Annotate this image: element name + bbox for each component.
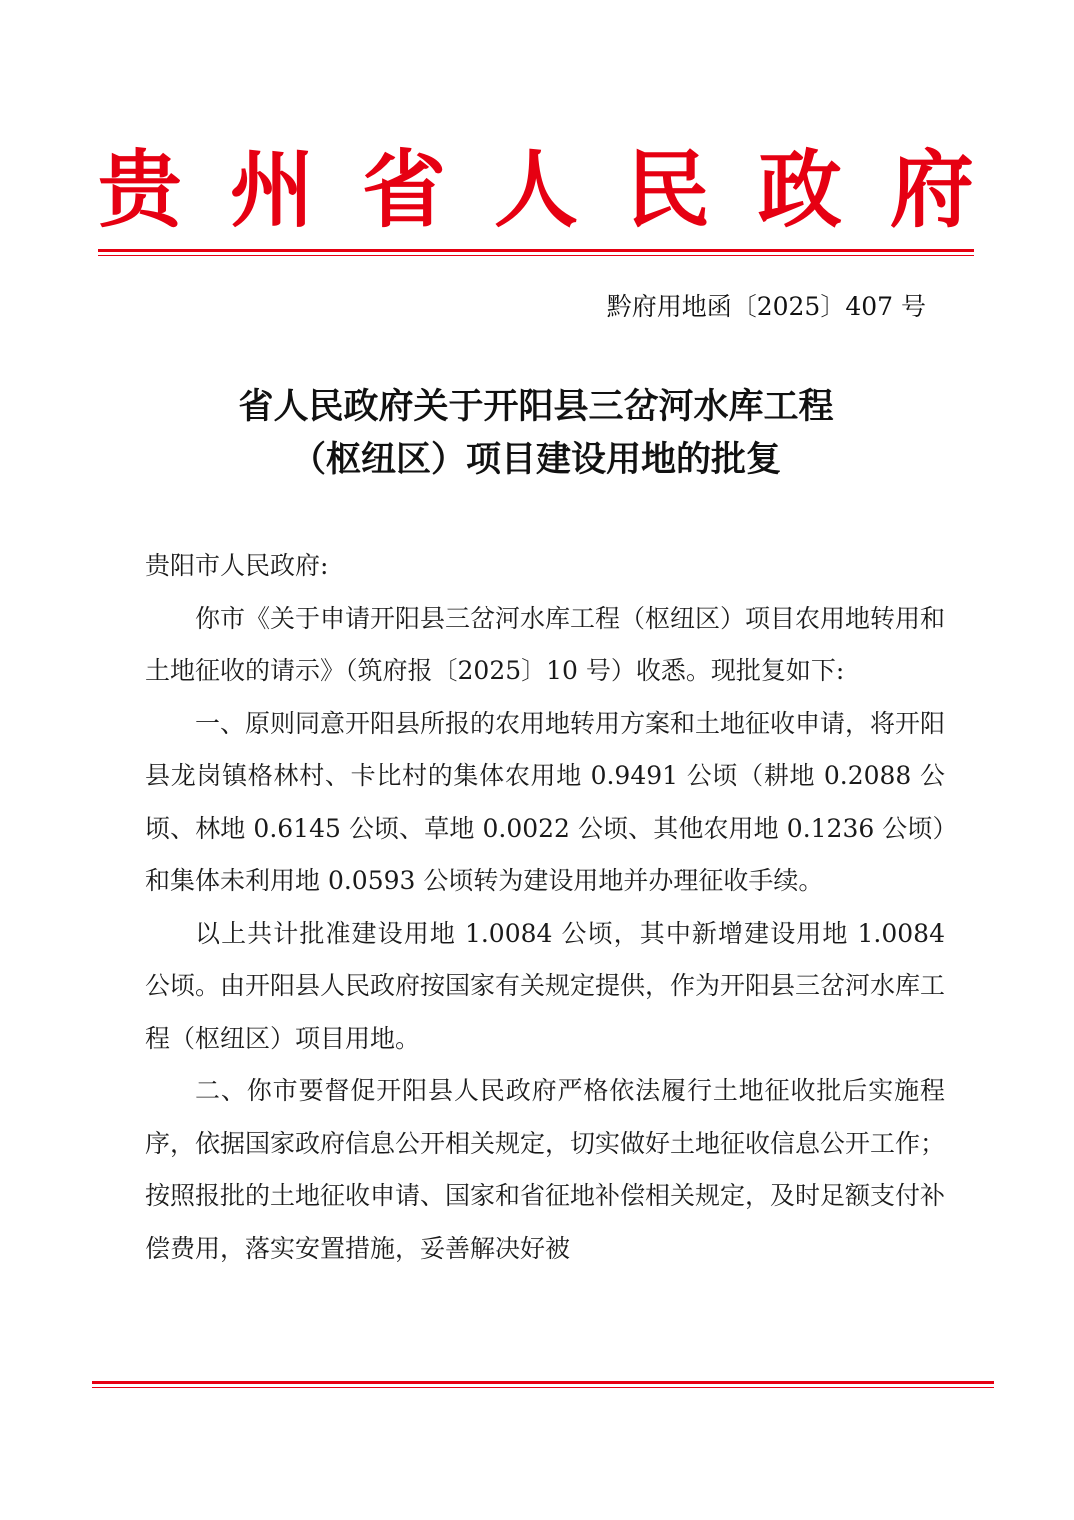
body-paragraph: 你市《关于申请开阳县三岔河水库工程（枢纽区）项目农用地转用和土地征收的请示》（筑府报〔2025〕10 号）收悉。现批复如下: <box>145 603 946 685</box>
document-title <box>98 380 974 486</box>
body-paragraph: 二、你市要督促开阳县人民政府严格依法履行土地征收批后实施程序，依据国家政府信息公开相关规定，切实做好土地征收信息公开工作；按照报批的土地征收申请、国家和省征地补偿相关规定，及时足额支付补偿费用，落实安置措施，妥善解决好被 <box>145 1076 946 1263</box>
document-number: 黔府用地函〔2025〕407 号 <box>606 292 926 321</box>
header-red-rule <box>98 249 974 252</box>
masthead-char: 政 <box>757 140 842 239</box>
footer-red-rule <box>92 1381 994 1384</box>
header-red-rule-thin <box>98 255 974 256</box>
salutation: 贵阳市人民政府: <box>145 551 329 580</box>
masthead-char: 人 <box>493 140 578 239</box>
document-body <box>145 540 945 1275</box>
masthead-char: 贵 <box>98 140 183 239</box>
masthead-char: 州 <box>229 140 314 239</box>
body-paragraph: 以上共计批准建设用地 1.0084 公顷，其中新增建设用地 1.0084 公顷。由开阳县人民政府按国家有关规定提供，作为开阳县三岔河水库工程（枢纽区）项目用地。 <box>145 918 946 1053</box>
footer-red-rule-thin <box>92 1387 994 1388</box>
masthead-char: 省 <box>361 140 446 239</box>
title-line-2: （枢纽区）项目建设用地的批复 <box>290 439 781 480</box>
masthead-char: 府 <box>889 140 974 239</box>
issuer-masthead <box>98 135 974 245</box>
title-line-1: 省人民政府关于开阳县三岔河水库工程 <box>238 386 834 427</box>
body-paragraph: 一、原则同意开阳县所报的农用地转用方案和土地征收申请，将开阳县龙岗镇格林村、卡比村的集体农用地 0.9491 公顷（耕地 0.2088 公顷、林地 0.6145 公顷、草地 0.0022 公顷、其他农用地 0.1236 公顷）和集体未利用地 0.0593 公顷转为建设用地并办理征收手续。 <box>145 708 946 895</box>
masthead-char: 民 <box>625 140 710 239</box>
